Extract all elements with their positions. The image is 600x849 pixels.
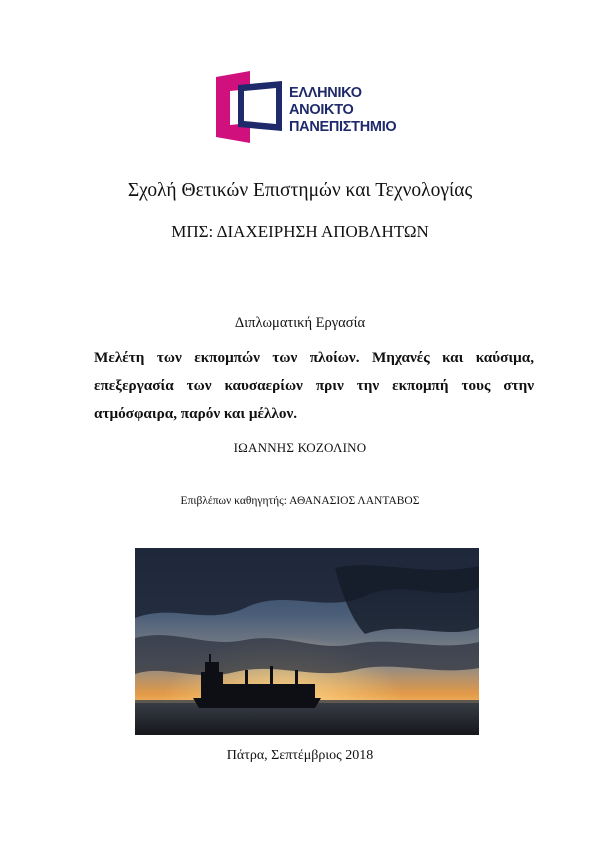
thesis-type: Διπλωματική Εργασία (234, 315, 366, 331)
thesis-title: Μελέτη των εκπομπών των πλοίων. Μηχανές και καύσιμα, επεξεργασία των καυσαερίων πριν την εκπομπή τους στην ατμόσφαιρα, παρόν και μέλλον. (94, 349, 534, 422)
cargo-ship-sunset-photo (135, 548, 479, 735)
logo-line-1: ΕΛΛΗΝΙΚΟ (289, 85, 362, 101)
place-date: Πάτρα, Σεπτέμβριος 2018 (226, 748, 374, 763)
logo-wordmark (289, 85, 396, 136)
university-logo (216, 71, 416, 145)
author-name: ΙΩΑΝΝΗΣ ΚΟΖΟΛΙΝΟ (233, 440, 367, 455)
university-logo-icon (216, 71, 282, 143)
supervisor: Επιβλέπων καθηγητής: ΑΘΑΝΑΣΙΟΣ ΛΑΝΤΑΒΟΣ (180, 495, 420, 507)
cover-photo (135, 548, 479, 735)
logo-line-3: ΠΑΝΕΠΙΣΤΗΜΙΟ (289, 119, 397, 135)
logo-line-2: ΑΝΟΙΚΤΟ (289, 102, 354, 118)
program-name: ΜΠΣ: ΔΙΑΧΕΙΡΗΣΗ ΑΠΟΒΛΗΤΩΝ (171, 222, 429, 241)
school-name: Σχολή Θετικών Επιστημών και Τεχνολογίας (127, 180, 473, 201)
